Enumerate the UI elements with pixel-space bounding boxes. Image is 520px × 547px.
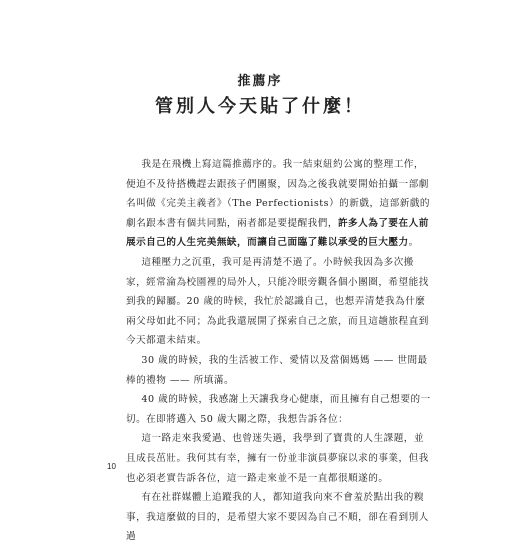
paragraph: 40 歲的時候，我感謝上天讓我身心健康，而且擁有自己想要的一切。在即將邁入 50 歲大關之際，我想告訴各位： — [126, 394, 431, 425]
section-label: 推薦序 — [237, 74, 283, 89]
paragraph: 這一路走來我愛過、也曾迷失過，我學到了寶貴的人生課題，並且成長茁壯。我何其有幸，擁有一份並非演員夢寐以求的事業，但我也必須老實告訴各位，這一路走來並不是一直都很順遂的。 — [126, 433, 429, 484]
paragraph: 我是在飛機上寫這篇推薦序的。我一結束紐約公寓的整理工作，便迫不及待搭機趕去跟孩子們團聚，因為之後我就要開始拍攝一部劇名叫做《完美主義者》（The Perfectionists）的新戲，這部新戲的劇名跟本書有個共同點，兩者都是要提醒我們，許多人為了要在人前展示自己的人生完美無缺，而讓自己面臨了難以承受的巨大壓力。 — [126, 159, 431, 249]
emphasized-text: 許多人為了要在人前展示自己的人生完美無缺，而讓自己面臨了難以承受的巨大壓力 — [126, 217, 429, 249]
paragraph: 這種壓力之沉重，我可是再清楚不過了。小時候我因為多次搬家，經常淪為校園裡的局外人，只能冷眼旁觀各個小團圈，希望能找到我的歸屬。20 歲的時候，我忙於認識自己，也想弄清楚我為什麼兩父母如此不同；為此我還展開了探索自己之旅，而且這趟旅程直到今天都還未結束。 — [126, 256, 429, 347]
body-text — [126, 155, 432, 547]
page-title: 管別人今天貼了什麼！ — [155, 96, 365, 117]
paragraph: 有在社群媒體上追蹤我的人，都知道我向來不會羞於點出我的糗事，我這麼做的目的，是希望大家不要因為自己不順，卻在看到別人過 — [126, 492, 429, 543]
paragraph: 30 歲的時候，我的生活被工作、愛情以及當個媽媽 —— 世間最棒的禮物 —— 所填滿。 — [126, 354, 428, 386]
page-number: 10 — [107, 462, 116, 471]
